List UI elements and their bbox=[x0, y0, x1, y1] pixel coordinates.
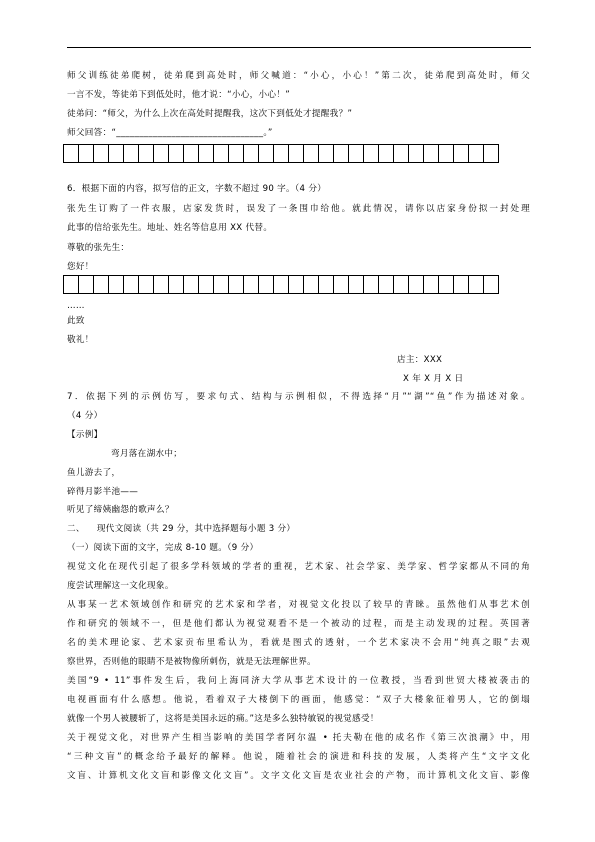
grid-cell[interactable] bbox=[124, 276, 139, 293]
grid-cell[interactable] bbox=[484, 276, 499, 293]
answer-line: 师父回答：“________________________________。” bbox=[67, 128, 273, 138]
grid-cell[interactable] bbox=[319, 276, 334, 293]
letter-signature: 店主：XXX bbox=[397, 355, 443, 365]
reading-text-line: 电视画面有什么感想。他说，看着双子大楼倒下的画面，他感觉：“双子大楼象征着男人，它的倒塌 bbox=[67, 695, 530, 705]
passage-line: 一言不发，等徒弟下到低处时，他才说：“小心，小心！” bbox=[67, 90, 290, 100]
grid-cell[interactable] bbox=[259, 145, 274, 162]
question-7-points: （4 分） bbox=[67, 411, 103, 421]
grid-cell[interactable] bbox=[244, 145, 259, 162]
question-6-prompt: 此事的信给张先生。地址、姓名等信息用 XX 代替。 bbox=[67, 223, 273, 233]
grid-cell[interactable] bbox=[124, 145, 139, 162]
grid-cell[interactable] bbox=[439, 276, 454, 293]
reading-text-line: 文盲、计算机文化文盲和影像文化文盲”。文字文化文盲是农业社会的产物，而计算机文化文盲、影像 bbox=[67, 771, 530, 781]
grid-cell[interactable] bbox=[64, 145, 79, 162]
grid-cell[interactable] bbox=[79, 145, 94, 162]
grid-cell[interactable] bbox=[139, 145, 154, 162]
grid-cell[interactable] bbox=[199, 276, 214, 293]
writing-grid[interactable] bbox=[63, 275, 499, 294]
reading-text-line: 关于视觉文化，对世界产生相当影响的美国学者阿尔温 • 托夫勒在他的成名作《第三次浪潮》中，用 bbox=[67, 733, 530, 743]
grid-cell[interactable] bbox=[349, 145, 364, 162]
letter-greeting: 您好！ bbox=[67, 262, 94, 272]
grid-cell[interactable] bbox=[304, 145, 319, 162]
grid-cell[interactable] bbox=[319, 145, 334, 162]
header-rule bbox=[67, 47, 531, 48]
grid-cell[interactable] bbox=[394, 145, 409, 162]
grid-cell[interactable] bbox=[169, 145, 184, 162]
question-7: 7．依据下列的示例仿写，要求句式、结构与示例相似，不得选择“月”“湖”“鱼”作为描述对象。 bbox=[67, 392, 530, 402]
grid-cell[interactable] bbox=[79, 276, 94, 293]
grid-cell[interactable] bbox=[424, 276, 439, 293]
writing-grid[interactable] bbox=[63, 144, 499, 163]
grid-cell[interactable] bbox=[469, 276, 484, 293]
grid-cell[interactable] bbox=[94, 145, 109, 162]
grid-cell[interactable] bbox=[214, 276, 229, 293]
poem-line: 弯月落在湖水中； bbox=[111, 449, 183, 459]
letter-date: X 年 X 月 X 日 bbox=[403, 374, 464, 384]
question-6: 6．根据下面的内容，拟写信的正文，字数不超过 90 字。（4 分） bbox=[67, 184, 327, 194]
reading-text-line: 度尝试理解这一文化现象。 bbox=[67, 581, 174, 591]
grid-cell[interactable] bbox=[109, 276, 124, 293]
grid-cell[interactable] bbox=[229, 276, 244, 293]
grid-cell[interactable] bbox=[409, 145, 424, 162]
grid-cell[interactable] bbox=[289, 276, 304, 293]
grid-cell[interactable] bbox=[184, 145, 199, 162]
grid-cell[interactable] bbox=[109, 145, 124, 162]
grid-cell[interactable] bbox=[259, 276, 274, 293]
reading-instruction: （一）阅读下面的文字，完成 8-10 题。（9 分） bbox=[67, 543, 259, 553]
grid-cell[interactable] bbox=[394, 276, 409, 293]
grid-cell[interactable] bbox=[214, 145, 229, 162]
poem-line: 碎得月影半池—— bbox=[67, 487, 139, 497]
section-heading: 二、 现代文阅读（共 29 分，其中选择题每小题 3 分） bbox=[67, 524, 296, 534]
grid-cell[interactable] bbox=[199, 145, 214, 162]
reading-text-line: 察世界，否则他的眼睛不是被物像所刺伤，就是无法理解世界。 bbox=[67, 657, 317, 667]
example-label: 【示例】 bbox=[67, 430, 103, 440]
grid-cell[interactable] bbox=[274, 276, 289, 293]
letter-closing: 此致 bbox=[67, 316, 85, 326]
grid-cell[interactable] bbox=[169, 276, 184, 293]
reading-text-line: “三种文盲”的概念给予最好的解释。他说，随着社会的演进和科技的发展，人类将产生“文字文化 bbox=[67, 752, 530, 762]
poem-line: 鱼儿游去了， bbox=[67, 468, 121, 478]
grid-cell[interactable] bbox=[469, 145, 484, 162]
ellipsis: …… bbox=[67, 301, 85, 311]
grid-cell[interactable] bbox=[334, 145, 349, 162]
grid-cell[interactable] bbox=[244, 276, 259, 293]
poem-line: 听见了缔姨幽怨的歌声么？ bbox=[67, 505, 174, 515]
grid-cell[interactable] bbox=[424, 145, 439, 162]
grid-cell[interactable] bbox=[229, 145, 244, 162]
reading-text-line: 作和研究的领域不一，但是他们都认为视觉观看不是一个被动的过程，而是主动发现的过程。英国著 bbox=[67, 619, 530, 629]
letter-salutation: 尊敬的张先生： bbox=[67, 243, 130, 253]
grid-cell[interactable] bbox=[64, 276, 79, 293]
grid-cell[interactable] bbox=[439, 145, 454, 162]
grid-cell[interactable] bbox=[139, 276, 154, 293]
grid-cell[interactable] bbox=[349, 276, 364, 293]
grid-cell[interactable] bbox=[289, 145, 304, 162]
grid-cell[interactable] bbox=[484, 145, 499, 162]
reading-text-line: 美国“9 • 11”事件发生后，我问上海同济大学从事艺术设计的一位教授，当看到世贸大楼被袭击的 bbox=[67, 676, 530, 686]
grid-cell[interactable] bbox=[154, 145, 169, 162]
grid-cell[interactable] bbox=[379, 276, 394, 293]
grid-cell[interactable] bbox=[454, 276, 469, 293]
reading-text-line: 从事某一艺术领域创作和研究的艺术家和学者，对视觉文化投以了较早的青睐。虽然他们从事艺术创 bbox=[67, 600, 530, 610]
grid-cell[interactable] bbox=[364, 276, 379, 293]
reading-text-line: 视觉文化在现代引起了很多学科领域的学者的重视，艺术家、社会学家、美学家、哲学家都从不同的角 bbox=[67, 562, 530, 572]
grid-cell[interactable] bbox=[274, 145, 289, 162]
grid-cell[interactable] bbox=[409, 276, 424, 293]
passage-line: 师父训练徒弟爬树，徒弟爬到高处时，师父喊道：“小心，小心！”第二次，徒弟爬到高处时，师父 bbox=[67, 71, 530, 81]
passage-line: 徒弟问：“师父，为什么上次在高处时提醒我，这次下到低处才提醒我？” bbox=[67, 109, 353, 119]
grid-cell[interactable] bbox=[184, 276, 199, 293]
grid-cell[interactable] bbox=[364, 145, 379, 162]
grid-cell[interactable] bbox=[154, 276, 169, 293]
grid-cell[interactable] bbox=[334, 276, 349, 293]
grid-cell[interactable] bbox=[304, 276, 319, 293]
grid-cell[interactable] bbox=[94, 276, 109, 293]
question-6-prompt: 张先生订购了一件衣服，店家发货时，误发了一条围巾给他。就此情况，请你以店家身份拟一封处理 bbox=[67, 204, 530, 214]
grid-cell[interactable] bbox=[379, 145, 394, 162]
grid-cell[interactable] bbox=[454, 145, 469, 162]
reading-text-line: 就像一个男人被腰斩了，这将是美国永远的痛。”这是多么独特敏锐的视觉感受！ bbox=[67, 714, 379, 724]
reading-text-line: 名的美术理论家、艺术家贡布里希认为，看就是图式的透射，一个艺术家决不会用“纯真之眼”去观 bbox=[67, 638, 530, 648]
letter-closing: 敬礼！ bbox=[67, 335, 94, 345]
